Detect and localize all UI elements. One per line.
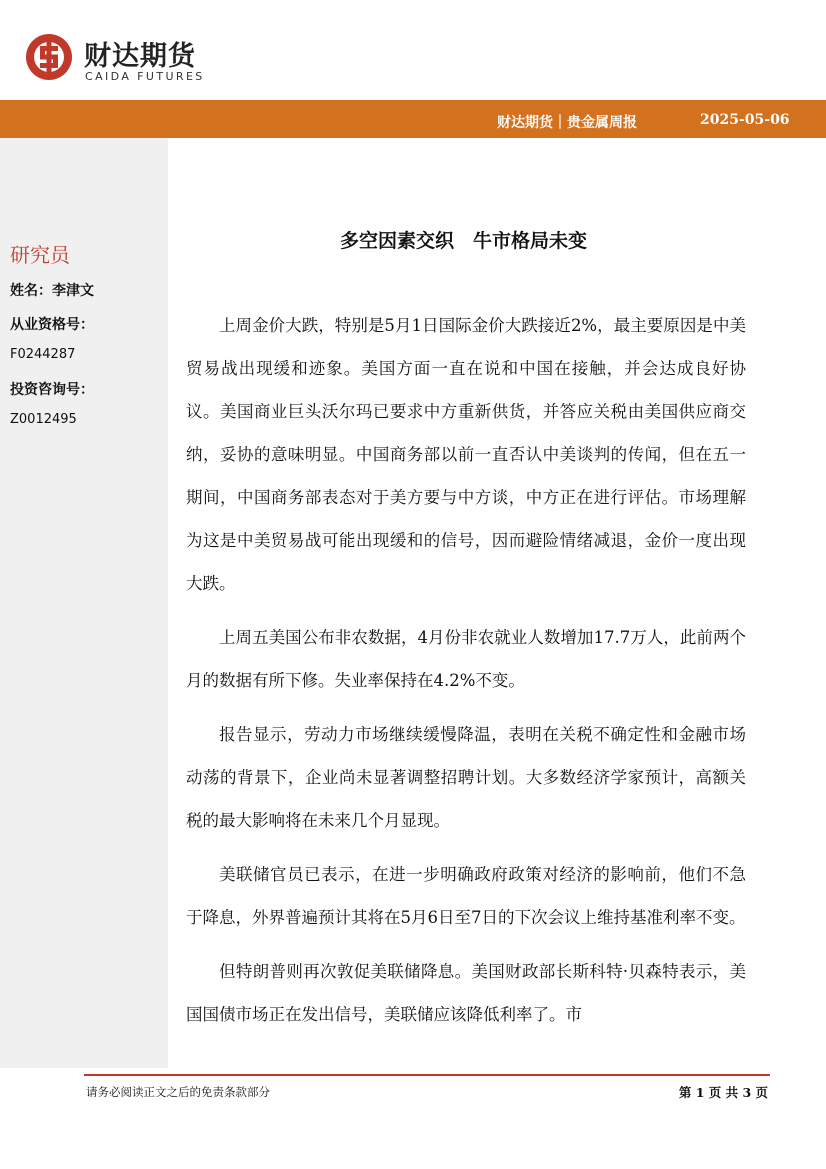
report-title: 多空因素交织 牛市格局未变 bbox=[340, 230, 588, 252]
qualification-label: 从业资格号： bbox=[10, 317, 94, 333]
footer-disclaimer: 请务必阅读正文之后的免责条款部分 bbox=[86, 1085, 270, 1099]
header-band bbox=[0, 100, 826, 138]
paragraph: 上周五美国公布非农数据，4月份非农就业人数增加17.7万人，此前两个月的数据有所下修。失业率保持在4.2%不变。 bbox=[186, 628, 746, 690]
paragraph: 上周金价大跌，特别是5月1日国际金价大跌接近2%，最主要原因是中美贸易战出现缓和迹象。美国方面一直在说和中国在接触，并会达成良好协议。美国商业巨头沃尔玛已要求中方重新供货，并答应关税由美国供应商交纳，妥协的意味明显。中国商务部以前一直否认中美谈判的传闻，但在五一期间，中国商务部表态对于美方要与中方谈，中方正在进行评估。市场理解为这是中美贸易战可能出现缓和的信号，因而避险情绪减退，金价一度出现大跌。 bbox=[186, 316, 746, 593]
logo-english-name: CAIDA FUTURES bbox=[85, 70, 205, 83]
footer-divider bbox=[84, 1074, 770, 1076]
qualification-number: F0244287 bbox=[10, 347, 76, 362]
paragraph: 但特朗普则再次敦促美联储降息。美国财政部长斯科特·贝森特表示，美国国债市场正在发出信号，美联储应该降低利率了。市 bbox=[186, 962, 746, 1024]
analyst-sidebar bbox=[0, 138, 168, 1068]
company-logo bbox=[24, 30, 224, 90]
analyst-name: 姓名：李津文 bbox=[10, 283, 94, 299]
consulting-label: 投资咨询号： bbox=[10, 382, 94, 398]
paragraph: 报告显示，劳动力市场继续缓慢降温，表明在关税不确定性和金融市场动荡的背景下，企业尚未显著调整招聘计划。大多数经济学家预计，高额关税的最大影响将在未来几个月显现。 bbox=[186, 725, 746, 830]
analyst-heading: 研究员 bbox=[10, 243, 70, 267]
page-number: 第 1 页 共 3 页 bbox=[678, 1085, 768, 1100]
report-body bbox=[186, 304, 746, 1064]
report-date: 2025-05-06 bbox=[700, 112, 790, 128]
logo-chinese-name: 财达期货 bbox=[84, 41, 196, 72]
paragraph: 美联储官员已表示，在进一步明确政府政策对经济的影响前，他们不急于降息，外界普遍预计其将在5月6日至7日的下次会议上维持基准利率不变。 bbox=[186, 865, 746, 927]
consulting-number: Z0012495 bbox=[10, 412, 77, 427]
caida-logo-icon bbox=[24, 32, 74, 82]
report-series-title: 财达期货｜贵金属周报 bbox=[497, 115, 637, 131]
